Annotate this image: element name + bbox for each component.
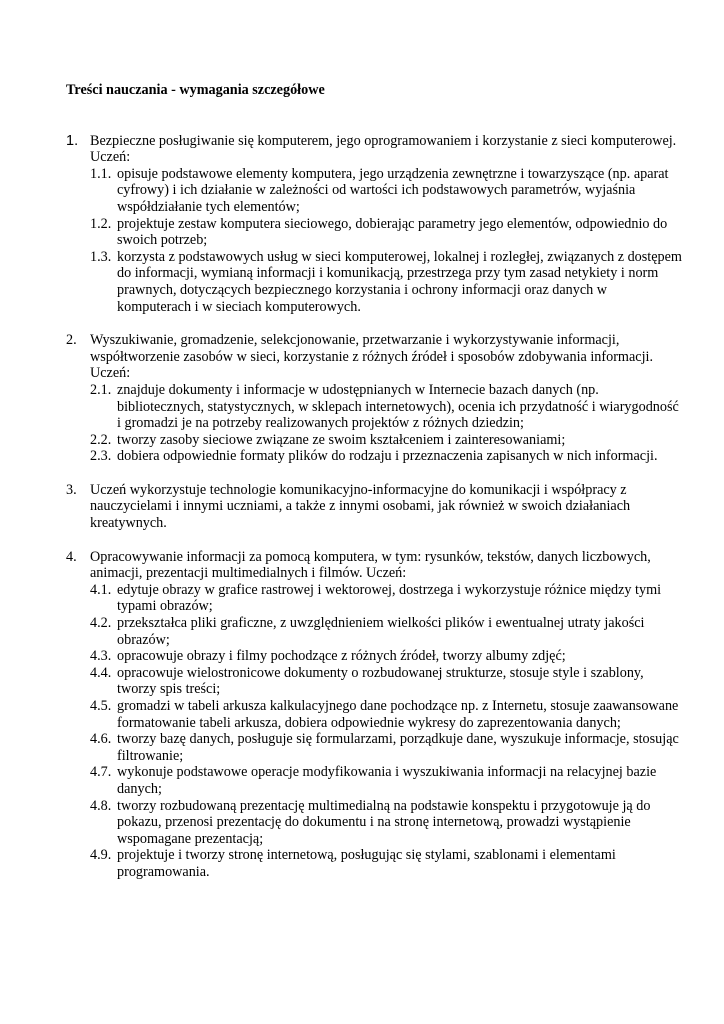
list-item	[90, 582, 684, 615]
section-number: 1.	[66, 132, 79, 149]
item-number: 1.1.	[90, 165, 112, 182]
item-number: 4.4.	[90, 664, 112, 681]
list-item	[90, 166, 684, 216]
item-text: tworzy bazę danych, posługuje się formularzami, porządkuje dane, wyszukuje informacje, stosując filtrowanie;	[117, 731, 679, 764]
item-text: dobiera odpowiednie formaty plików do rodzaju i przeznaczenia zapisanych w nich informacji.	[117, 448, 658, 465]
item-text: wykonuje podstawowe operacje modyfikowania i wyszukiwania informacji na relacyjnej bazie danych;	[117, 764, 657, 797]
section-3	[66, 482, 684, 532]
list-item	[90, 764, 684, 797]
item-number: 4.8.	[90, 797, 112, 814]
item-number: 1.3.	[90, 248, 112, 265]
section-text: Wyszukiwanie, gromadzenie, selekcjonowanie, przetwarzanie i wykorzystywanie informacji, współtworzenie zasobów w sieci, korzystanie z różnych źródeł i sposobów zdobywania informacji. Uczeń:	[90, 332, 653, 382]
item-text: projektuje i tworzy stronę internetową, posługując się stylami, szablonami i elementami programowania.	[117, 847, 616, 880]
item-number: 1.2.	[90, 215, 112, 232]
list-item	[90, 847, 684, 880]
list-item	[90, 698, 684, 731]
section-2	[66, 332, 684, 465]
item-number: 4.5.	[90, 698, 112, 714]
list-item	[90, 615, 684, 648]
list-item	[90, 665, 684, 698]
item-text: opracowuje obrazy i filmy pochodzące z różnych źródeł, tworzy albumy zdjęć;	[117, 648, 566, 665]
item-text: opisuje podstawowe elementy komputera, jego urządzenia zewnętrzne i towarzyszące (np. aparat cyfrowy) i ich działanie w zależności od wartości ich podstawowych parametrów, wyjaśnia współdziałanie tych elementów;	[117, 165, 669, 215]
section-text: Bezpieczne posługiwanie się komputerem, jego oprogramowaniem i korzystanie z sieci komputerowej. Uczeń:	[90, 132, 677, 166]
item-text: projektuje zestaw komputera sieciowego, dobierając parametry jego elementów, odpowiednio do swoich potrzeb;	[117, 215, 668, 249]
item-number: 4.6.	[90, 731, 112, 748]
item-number: 4.7.	[90, 764, 112, 781]
list-item	[90, 648, 684, 665]
section-text: Opracowywanie informacji za pomocą komputera, w tym: rysunków, tekstów, danych liczbowych, animacji, prezentacji multimedialnych i filmów. Uczeń:	[90, 548, 651, 582]
item-number: 2.1.	[90, 381, 112, 398]
section-1	[66, 133, 684, 316]
item-number: 4.2.	[90, 615, 112, 632]
item-number: 2.3.	[90, 448, 112, 465]
item-text: korzysta z podstawowych usług w sieci komputerowej, lokalnej i rozległej, związanych z dostępem do informacji, wymianą informacji i komunikacją, przestrzega przy tym zasad netykiety i norm prawnych, dotyczących bezpiecznego korzystania i ochrony informacji oraz danych w komputerach i w sieciach komputerowych.	[117, 248, 682, 315]
list-item	[90, 382, 684, 432]
item-number: 4.9.	[90, 847, 112, 864]
page-title: Treści nauczania - wymagania szczegółowe	[66, 82, 325, 98]
list-item	[90, 448, 684, 465]
section-4	[66, 549, 684, 881]
list-item	[90, 249, 684, 315]
item-text: opracowuje wielostronicowe dokumenty o rozbudowanej strukturze, stosuje style i szablony, tworzy spis treści;	[117, 664, 644, 698]
item-number: 2.2.	[90, 431, 112, 448]
item-text: edytuje obrazy w grafice rastrowej i wektorowej, dostrzega i wykorzystuje różnice między tymi typami obrazów;	[117, 581, 662, 615]
item-text: gromadzi w tabeli arkusza kalkulacyjnego dane pochodzące np. z Internetu, stosuje zaawansowane formatowanie tabeli arkusza, dobiera odpowiednie wykresy do zaprezentowania danych;	[117, 698, 679, 731]
section-text: Uczeń wykorzystuje technologie komunikacyjno-informacyjne do komunikacji i współpracy z nauczycielami i innymi uczniami, a także z innymi osobami, jak również w swoich działaniach kreatywnych.	[90, 481, 631, 532]
section-number: 3.	[66, 481, 77, 498]
item-text: przekształca pliki graficzne, z uwzględnieniem wielkości plików i ewentualnej utraty jakości obrazów;	[117, 615, 645, 648]
section-number: 4.	[66, 548, 77, 565]
list-item	[90, 731, 684, 764]
list-item	[90, 216, 684, 249]
list-item	[90, 432, 684, 449]
list-item	[90, 798, 684, 848]
item-number: 4.1.	[90, 581, 112, 598]
item-number: 4.3.	[90, 648, 112, 665]
item-text: znajduje dokumenty i informacje w udostępnianych w Internecie bazach danych (np. bibliotecznych, statystycznych, w sklepach internetowych), ocenia ich przydatność i wiarygodność i gromadzi je na potrzeby realizowanych projektów z różnych dziedzin;	[117, 381, 679, 432]
section-number: 2.	[66, 332, 77, 349]
item-text: tworzy rozbudowaną prezentację multimedialną na podstawie konspektu i przygotowuje ją do pokazu, przenosi prezentację do dokumentu i na stronę internetową, prowadzi wystąpienie wspomagane prezentacją;	[117, 797, 651, 847]
item-text: tworzy zasoby sieciowe związane ze swoim kształceniem i zainteresowaniami;	[117, 431, 566, 448]
